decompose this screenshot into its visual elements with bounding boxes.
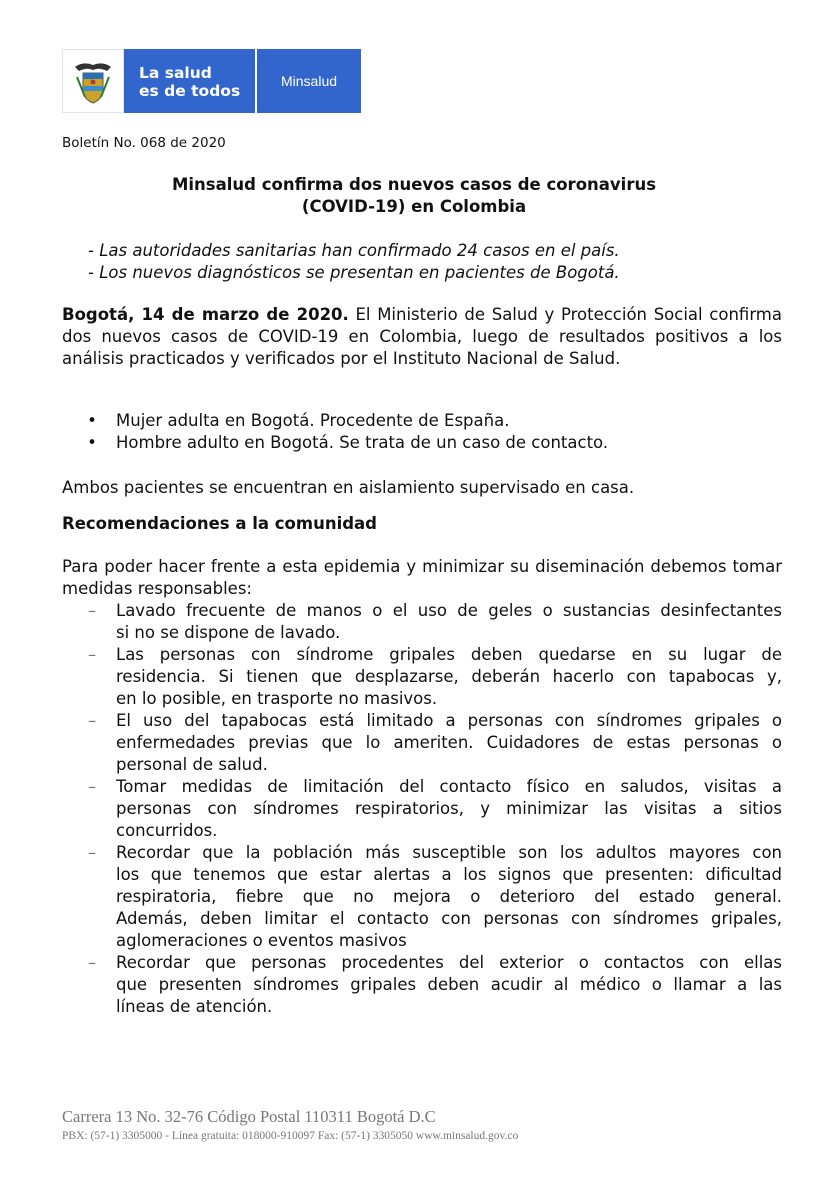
list-item-text: Mujer adulta en Bogotá. Procedente de España. — [116, 411, 510, 430]
recommendations-intro: Para poder hacer frente a esta epidemia y minimizar su diseminación debemos tomar medidas responsables: — [62, 557, 782, 598]
recommendation-line: aglomeraciones o eventos masivos — [116, 931, 407, 950]
recommendation-line: Tomar medidas de limitación del contacto físico en saludos, visitas a — [116, 777, 782, 796]
bullet-icon: • — [87, 433, 97, 452]
dash-icon: – — [88, 843, 97, 862]
page-title-line2: (COVID-19) en Colombia — [301, 197, 527, 216]
recommendation-line: personal de salud. — [116, 755, 268, 774]
recommendation-item — [62, 644, 782, 710]
recommendation-line: Además, deben limitar el contacto con personas con síndromes gripales, — [116, 909, 782, 928]
page-footer — [62, 1107, 518, 1145]
recommendation-item — [62, 710, 782, 776]
section-heading: Recomendaciones a la comunidad — [62, 514, 377, 533]
bulletin-number: Boletín No. 068 de 2020 — [62, 135, 226, 151]
intro-paragraph — [62, 304, 782, 370]
logo-slogan — [124, 49, 255, 113]
recommendation-item — [62, 600, 782, 644]
recommendation-item — [62, 842, 782, 952]
recommendation-line: respiratoria, fiebre que no mejora o deterioro del estado general. — [116, 887, 782, 906]
intro-text: El Ministerio de Salud y Protección Social confirma dos nuevos casos de COVID-19 en Colombia, luego de resultados positivos a los análisis practicados y verificados por el Instituto Nacional de Salud. — [62, 305, 782, 368]
subtitle-item: - Las autoridades sanitarias han confirmado 24 casos en el país. — [88, 241, 620, 260]
logo-slogan-line2: es de todos — [139, 82, 241, 100]
footer-contact: PBX: (57-1) 3305000 - Línea gratuita: 018000-910097 Fax: (57-1) 3305050 www.minsalud.gov.co — [62, 1130, 519, 1142]
dash-icon: – — [88, 953, 97, 972]
recommendation-line: líneas de atención. — [116, 997, 273, 1016]
dash-icon: – — [88, 711, 97, 730]
dash-icon: – — [88, 777, 97, 796]
recommendation-line: Lavado frecuente de manos o el uso de geles o sustancias desinfectantes — [116, 601, 782, 620]
subtitle-item: - Los nuevos diagnósticos se presentan en pacientes de Bogotá. — [88, 263, 620, 282]
recommendation-line: Recordar que la población más susceptible son los adultos mayores con — [116, 843, 782, 862]
recommendation-line: residencia. Si tienen que desplazarse, deberán hacerlo con tapabocas y, — [116, 667, 782, 686]
recommendations-list — [62, 600, 782, 1018]
recommendation-line: Las personas con síndrome gripales deben quedarse en su lugar de — [116, 645, 782, 664]
recommendation-line: en lo posible, en trasporte no masivos. — [116, 689, 438, 708]
bullet-icon: • — [87, 411, 97, 430]
isolation-paragraph: Ambos pacientes se encuentran en aislamiento supervisado en casa. — [62, 478, 635, 497]
recommendation-item — [62, 776, 782, 842]
recommendation-item — [62, 952, 782, 1018]
list-item-text: Hombre adulto en Bogotá. Se trata de un caso de contacto. — [116, 433, 609, 452]
recommendation-line: que presenten síndromes gripales deben acudir al médico o llamar a las — [116, 975, 782, 994]
recommendation-line: personas con síndromes respiratorios, y minimizar las visitas a sitios — [116, 799, 782, 818]
footer-address: Carrera 13 No. 32-76 Código Postal 110311 Bogotá D.C — [62, 1107, 436, 1126]
dateline: Bogotá, 14 de marzo de 2020. — [62, 305, 349, 324]
dash-icon: – — [88, 645, 97, 664]
list-item — [62, 410, 782, 432]
page-title-line1: Minsalud confirma dos nuevos casos de coronavirus — [171, 175, 657, 194]
colombia-coat-of-arms-icon — [62, 49, 124, 113]
logo-slogan-line1: La salud — [139, 64, 212, 82]
recommendation-line: los que tenemos que estar alertas a los signos que presenten: dificultad — [116, 865, 782, 884]
subtitle-list — [88, 240, 620, 284]
minsalud-logo — [62, 49, 361, 113]
recommendation-line: concurridos. — [116, 821, 218, 840]
dash-icon: – — [88, 601, 97, 620]
list-item — [62, 432, 782, 454]
recommendation-line: Recordar que personas procedentes del exterior o contactos con ellas — [116, 953, 782, 972]
recommendation-line: El uso del tapabocas está limitado a personas con síndromes gripales o — [116, 711, 782, 730]
cases-list — [62, 410, 782, 454]
recommendation-line: enfermedades previas que lo ameriten. Cuidadores de estas personas o — [116, 733, 782, 752]
logo-brand: Minsalud — [257, 49, 361, 113]
recommendation-line: si no se dispone de lavado. — [116, 623, 341, 642]
